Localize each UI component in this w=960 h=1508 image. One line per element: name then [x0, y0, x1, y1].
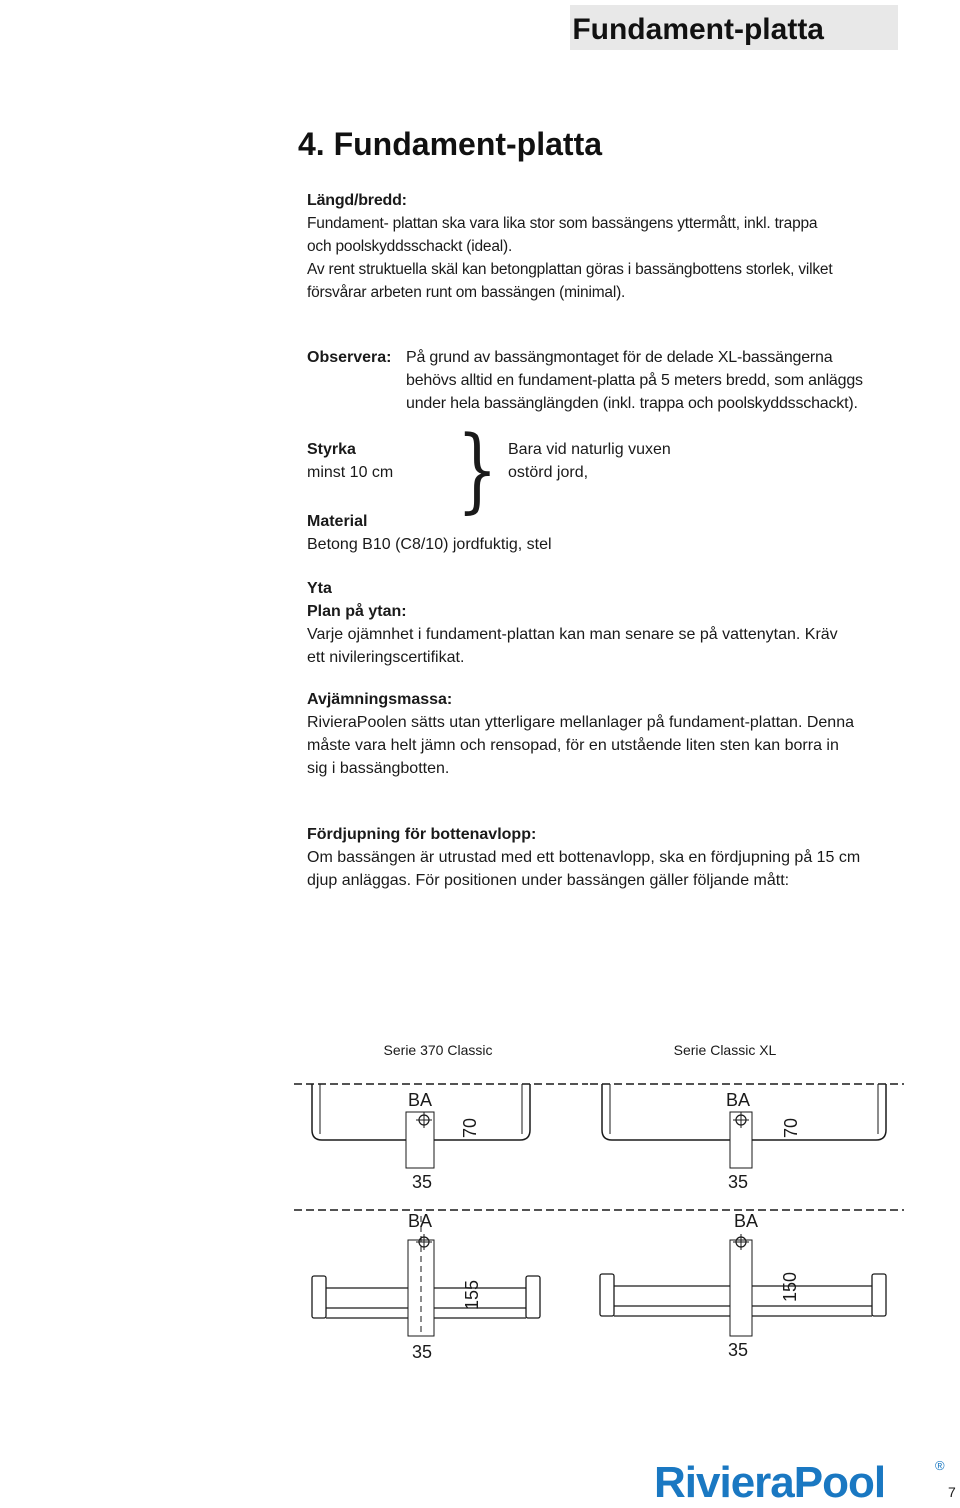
diagram-title-left: Serie 370 Classic [383, 1042, 493, 1058]
header-bar [570, 5, 898, 50]
diagram-title-right: Serie Classic XL [673, 1042, 777, 1058]
length-width-line: Av rent struktuella skäl kan betongplattan göras i bassängbottens storlek, vilket [307, 261, 833, 278]
dimension-horizontal: 35 [412, 1342, 433, 1362]
dimension-horizontal: 35 [728, 1172, 749, 1192]
drain-heading: Fördjupning för bottenavlopp: [307, 826, 537, 843]
dimension-vertical: 155 [462, 1279, 482, 1310]
drain-line: djup anläggas. För positionen under bassängen gäller följande mått: [307, 872, 790, 889]
ba-label: BA [408, 1090, 433, 1110]
dimension-horizontal: 35 [412, 1172, 433, 1192]
leveling-block [307, 688, 854, 780]
diagram-top-left [294, 1084, 588, 1192]
rivierapool-logo: RivieraPool [654, 1458, 886, 1507]
strength-block [307, 438, 393, 484]
length-width-line: Fundament- plattan ska vara lika stor som bassängens yttermått, inkl. trappa [307, 215, 818, 232]
note-line: behövs alltid en fundament-platta på 5 meters bredd, som anläggs [406, 372, 863, 389]
dimension-horizontal: 35 [728, 1340, 749, 1360]
leveling-heading: Avjämningsmassa: [307, 691, 453, 708]
note-line: På grund av bassängmontaget för de delade XL-bassängerna [406, 349, 833, 366]
registered-mark: ® [935, 1458, 945, 1473]
brace-symbol: } [456, 416, 498, 523]
drain-line: Om bassängen är utrustad med ett bottenavlopp, ska en fördjupning på 15 cm [307, 849, 861, 866]
diagram-bottom-right [590, 1210, 904, 1360]
note-line: under hela bassänglängden (inkl. trappa och poolskyddsschackt). [406, 395, 858, 412]
surface-line: Varje ojämnhet i fundament-plattan kan man senare se på vattenytan. Kräv [307, 626, 838, 643]
strength-value: minst 10 cm [307, 464, 394, 481]
section-title: 4. Fundament-platta [298, 126, 603, 162]
page-header-title: Fundament-platta [572, 13, 824, 46]
surface-subheading: Plan på ytan: [307, 603, 407, 620]
brace-note-line: Bara vid naturlig vuxen [508, 441, 671, 458]
drain-position-diagrams [290, 1030, 910, 1370]
note-text [406, 346, 863, 415]
material-block [307, 510, 552, 556]
ba-label: BA [408, 1211, 433, 1231]
drain-block [307, 823, 860, 892]
surface-block [307, 577, 838, 669]
leveling-line: RivieraPoolen sätts utan ytterligare mellanlager på fundament-plattan. Denna [307, 714, 854, 731]
length-width-block [307, 189, 832, 304]
dimension-vertical: 70 [781, 1117, 801, 1138]
length-width-heading: Längd/bredd: [307, 192, 407, 209]
brace-note-line: ostörd jord, [508, 464, 589, 481]
strength-heading: Styrka [307, 441, 356, 458]
leveling-line: måste vara helt jämn och rensopad, för en utstående liten sten kan borra in [307, 737, 839, 754]
diagram-top-right [590, 1084, 904, 1192]
ba-label: BA [734, 1211, 759, 1231]
brace-note [508, 438, 671, 484]
material-value: Betong B10 (C8/10) jordfuktig, stel [307, 536, 552, 553]
page-number: 7 [948, 1484, 956, 1500]
length-width-line: försvårar arbeten runt om bassängen (minimal). [307, 284, 626, 301]
surface-heading: Yta [307, 580, 332, 597]
dimension-vertical: 70 [460, 1117, 480, 1138]
ba-label: BA [726, 1090, 751, 1110]
note-label: Observera: [307, 349, 392, 366]
surface-line: ett nivileringscertifikat. [307, 649, 465, 666]
dimension-vertical: 150 [780, 1271, 800, 1302]
material-heading: Material [307, 513, 368, 530]
leveling-line: sig i bassängbotten. [307, 760, 450, 777]
diagram-bottom-left [294, 1210, 588, 1362]
length-width-line: och poolskyddsschackt (ideal). [307, 238, 513, 255]
